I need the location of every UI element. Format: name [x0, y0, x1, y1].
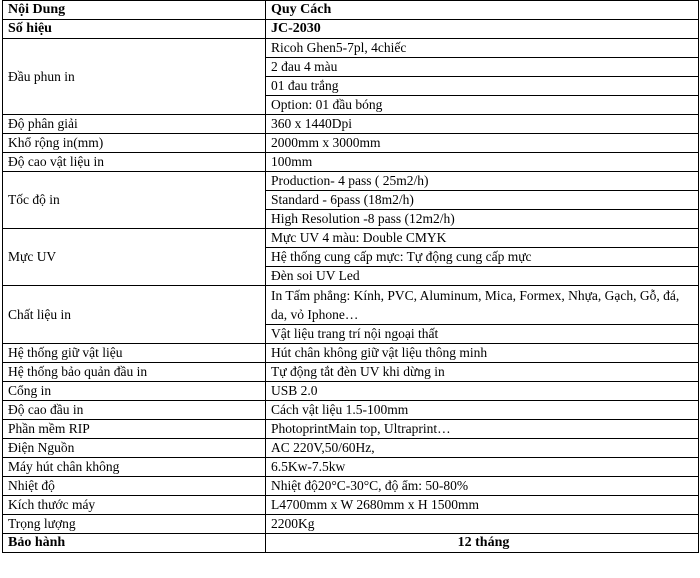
- spec-value: 12 tháng: [266, 534, 699, 553]
- spec-row: [3, 229, 699, 248]
- spec-value: Đèn soi UV Led: [266, 267, 699, 286]
- spec-value: Hút chân không giữ vật liệu thông minh: [266, 344, 699, 363]
- spec-value: Option: 01 đầu bóng: [266, 96, 699, 115]
- spec-label: Độ cao đầu in: [3, 401, 266, 420]
- spec-row: [3, 115, 699, 134]
- spec-label: Tốc độ in: [3, 172, 266, 229]
- spec-row: [3, 382, 699, 401]
- spec-row: [3, 458, 699, 477]
- spec-value: 360 x 1440Dpi: [266, 115, 699, 134]
- header-col2: Quy Cách: [266, 1, 699, 20]
- spec-label: Hệ thống giữ vật liệu: [3, 344, 266, 363]
- spec-row: [3, 363, 699, 382]
- spec-label: Trọng lượng: [3, 515, 266, 534]
- spec-value: 2000mm x 3000mm: [266, 134, 699, 153]
- spec-table-body: [3, 1, 699, 553]
- spec-value: 2 đau 4 màu: [266, 58, 699, 77]
- spec-value: USB 2.0: [266, 382, 699, 401]
- spec-label: Độ phân giải: [3, 115, 266, 134]
- spec-row: [3, 39, 699, 58]
- spec-row: [3, 515, 699, 534]
- spec-value: JC-2030: [266, 20, 699, 39]
- spec-value: Production- 4 pass ( 25m2/h): [266, 172, 699, 191]
- spec-value: Vật liệu trang trí nội ngoại thất: [266, 325, 699, 344]
- spec-label: Bảo hành: [3, 534, 266, 553]
- spec-value: In Tấm phẳng: Kính, PVC, Aluminum, Mica, Formex, Nhựa, Gạch, Gỗ, đá, da, vỏ Iphone…: [266, 286, 699, 325]
- header-row: [3, 1, 699, 20]
- spec-value: PhotoprintMain top, Ultraprint…: [266, 420, 699, 439]
- spec-label: Phần mềm RIP: [3, 420, 266, 439]
- spec-label: Cổng in: [3, 382, 266, 401]
- spec-label: Đầu phun in: [3, 39, 266, 115]
- spec-label: Mực UV: [3, 229, 266, 286]
- spec-label: Hệ thống bảo quản đầu in: [3, 363, 266, 382]
- spec-value: Standard - 6pass (18m2/h): [266, 191, 699, 210]
- spec-value: AC 220V,50/60Hz,: [266, 439, 699, 458]
- spec-row: [3, 401, 699, 420]
- spec-row: [3, 344, 699, 363]
- spec-row: [3, 20, 699, 39]
- spec-label: Máy hút chân không: [3, 458, 266, 477]
- spec-label: Chất liệu in: [3, 286, 266, 344]
- spec-row: [3, 534, 699, 553]
- spec-value: 2200Kg: [266, 515, 699, 534]
- spec-value: Tự động tắt đèn UV khi dừng in: [266, 363, 699, 382]
- spec-value: 100mm: [266, 153, 699, 172]
- spec-label: Điện Nguồn: [3, 439, 266, 458]
- spec-row: [3, 153, 699, 172]
- spec-label: Khổ rộng in(mm): [3, 134, 266, 153]
- spec-row: [3, 420, 699, 439]
- spec-value: Cách vật liệu 1.5-100mm: [266, 401, 699, 420]
- spec-label: Số hiệu: [3, 20, 266, 39]
- spec-sheet: [2, 0, 698, 553]
- spec-value: 01 đau trắng: [266, 77, 699, 96]
- spec-value: Nhiệt độ20°C-30°C, độ ẩm: 50-80%: [266, 477, 699, 496]
- header-col1: Nội Dung: [3, 1, 266, 20]
- spec-row: [3, 134, 699, 153]
- spec-row: [3, 477, 699, 496]
- spec-row: [3, 496, 699, 515]
- spec-value: Mực UV 4 màu: Double CMYK: [266, 229, 699, 248]
- spec-value: Ricoh Ghen5-7pl, 4chiếc: [266, 39, 699, 58]
- spec-row: [3, 172, 699, 191]
- spec-label: Kích thước máy: [3, 496, 266, 515]
- spec-value: L4700mm x W 2680mm x H 1500mm: [266, 496, 699, 515]
- spec-label: Nhiệt độ: [3, 477, 266, 496]
- spec-value: Hệ thống cung cấp mực: Tự động cung cấp mực: [266, 248, 699, 267]
- spec-row: [3, 439, 699, 458]
- spec-value: High Resolution -8 pass (12m2/h): [266, 210, 699, 229]
- spec-label: Độ cao vật liệu in: [3, 153, 266, 172]
- spec-table: [2, 0, 699, 553]
- spec-row: [3, 286, 699, 325]
- spec-value: 6.5Kw-7.5kw: [266, 458, 699, 477]
